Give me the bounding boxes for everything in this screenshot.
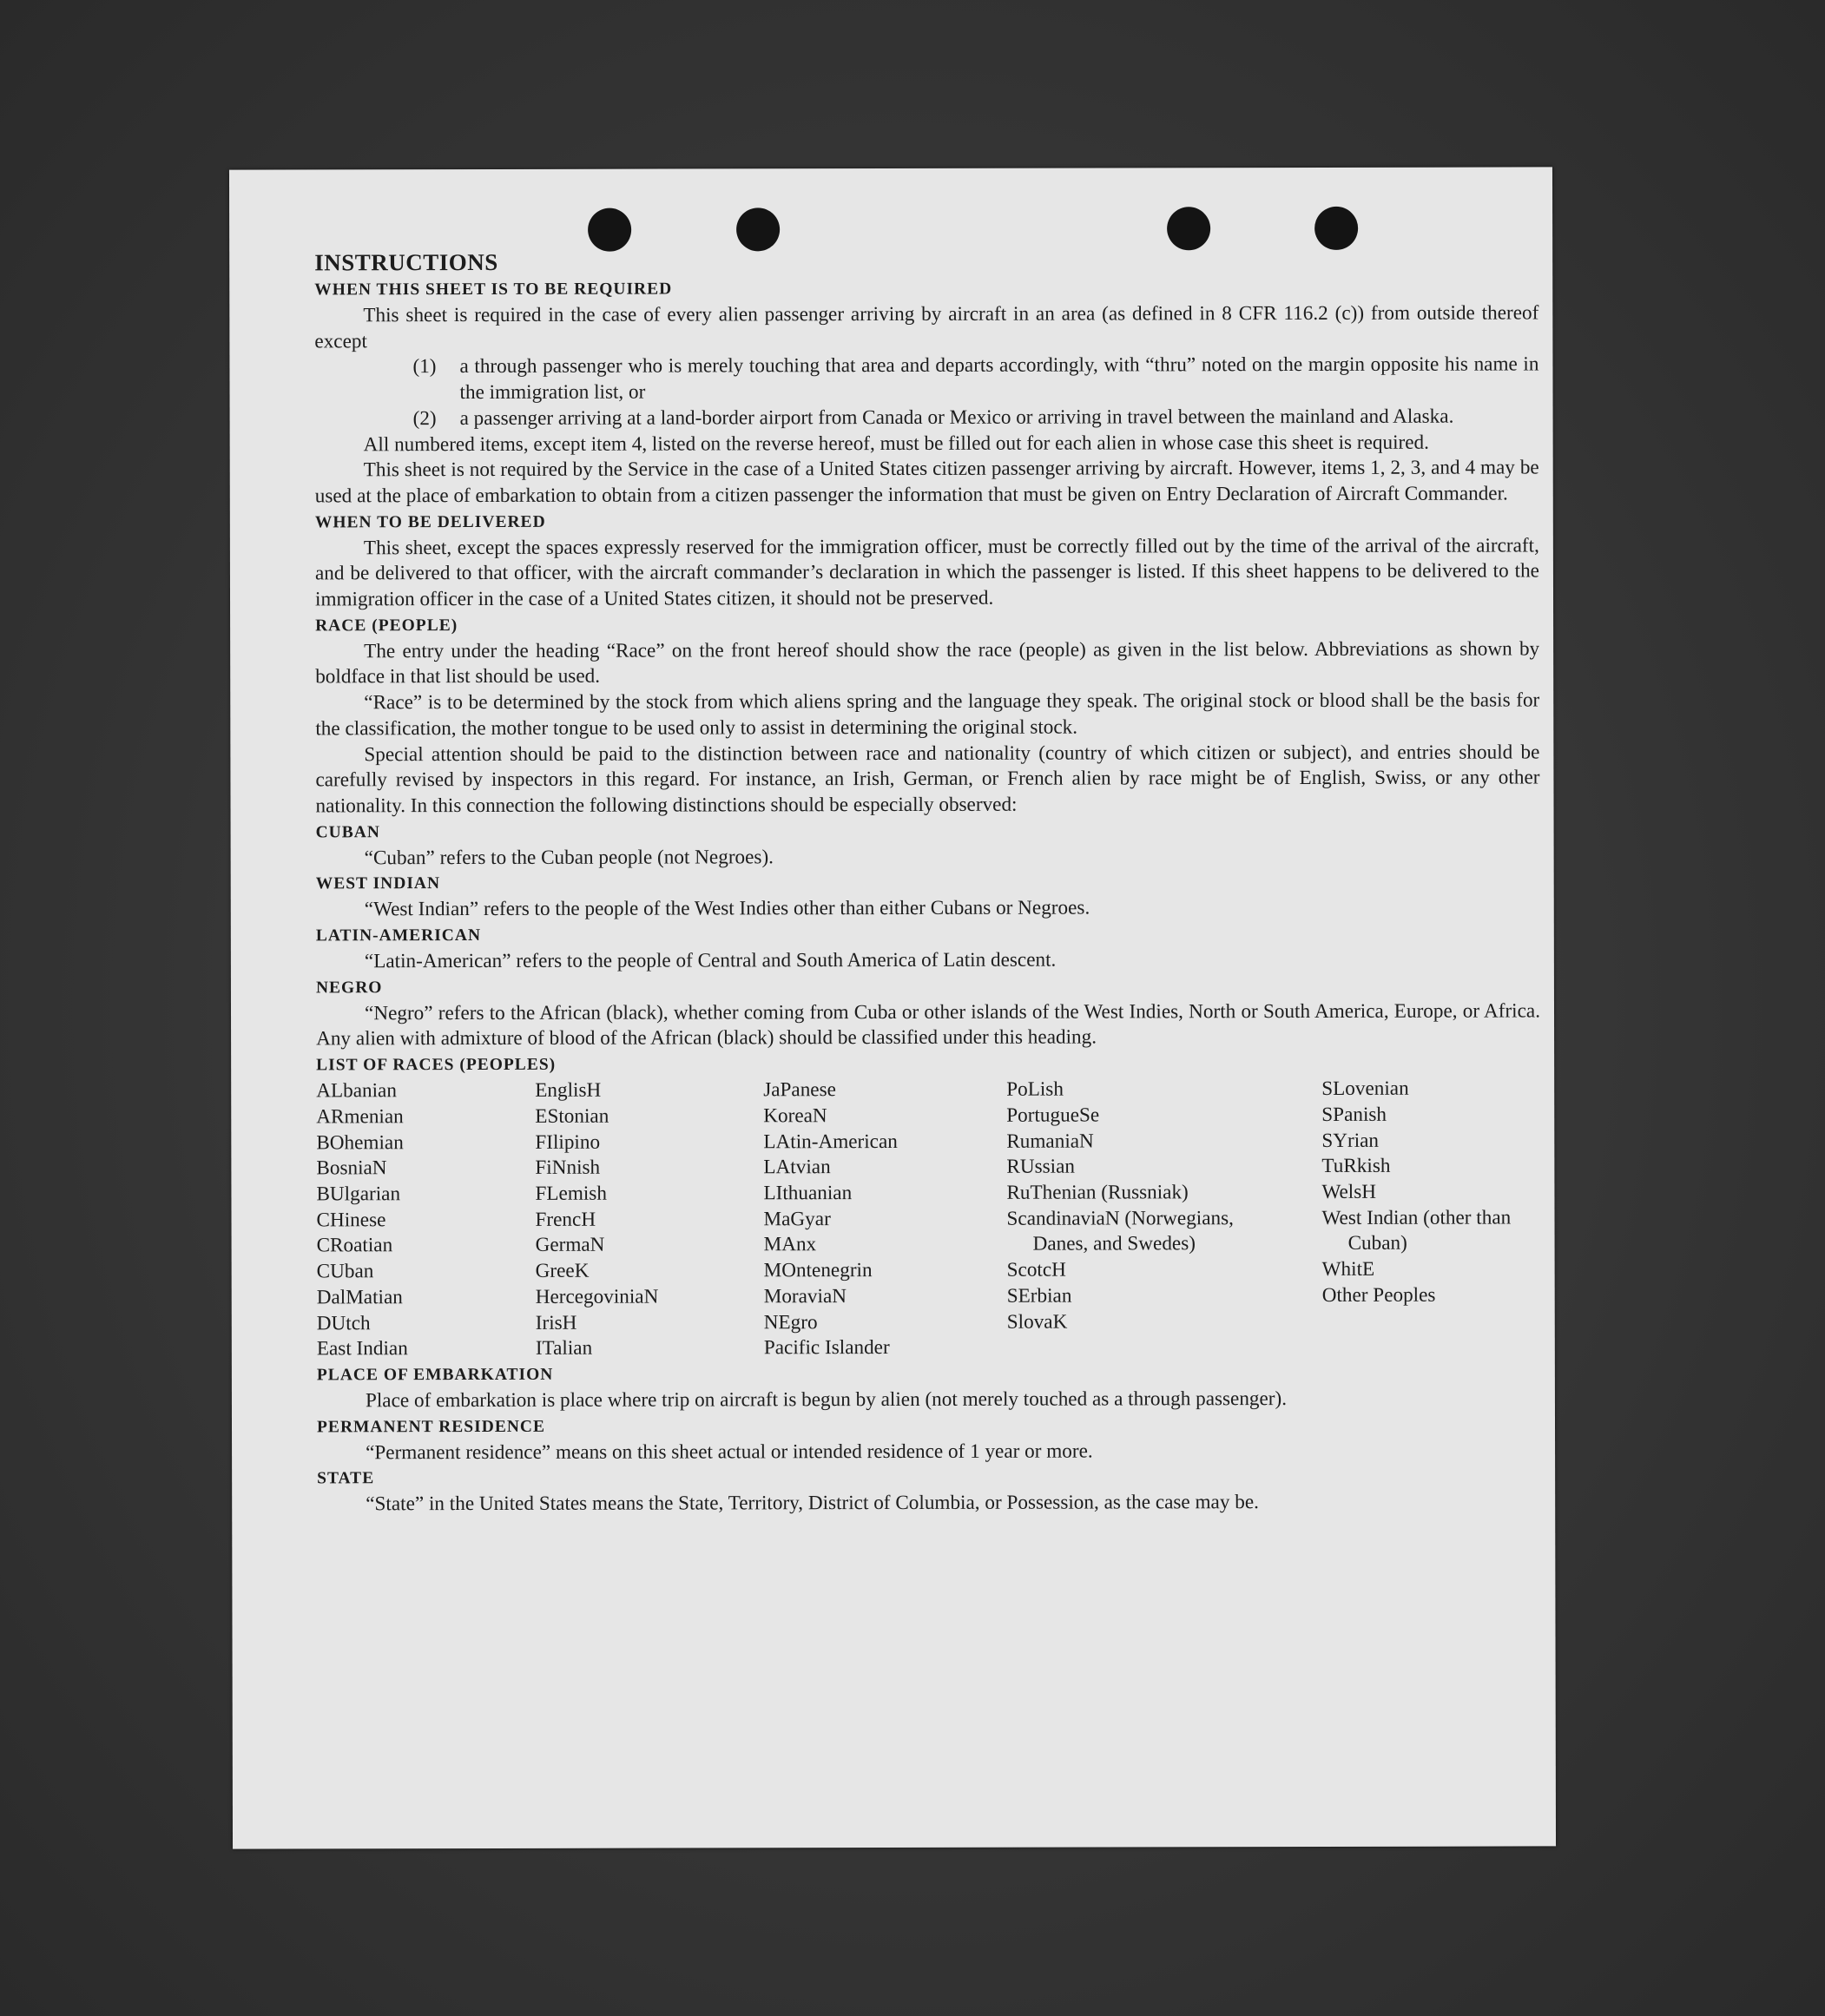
race-entry: CUban [316,1260,374,1283]
paragraph: “Negro” refers to the African (black), whether coming from Cuba or other islands of the West Indies, North or South America, Europe, or Africa. Any alien with admixture of blood of the African (black) should be classified under this heading. [316,999,1541,1051]
punch-hole [1167,207,1210,250]
race-column [1006,1077,1250,1360]
heading-west-indian: WEST INDIAN [315,874,441,893]
race-entry: CRoatian [316,1234,393,1257]
race-column [316,1078,536,1362]
race-entry: MOntenegrin [763,1259,873,1282]
race-entry: MoraviaN [763,1284,847,1308]
heading-list-of-races: LIST OF RACES (PEOPLES) [316,1055,557,1075]
race-entry: FLemish [535,1182,607,1205]
race-entry: RUssian [1006,1155,1076,1179]
race-entry: MaGyar [763,1207,831,1230]
race-entry: BosniaN [316,1156,387,1180]
race-entry: CHinese [316,1208,386,1232]
heading-permanent-residence: PERMANENT RESIDENCE [316,1417,546,1436]
race-entry: ScandinaviaN (Norwegians, Danes, and Swedes) [1006,1206,1234,1256]
race-entry: IrisH [535,1311,577,1334]
heading-embarkation: PLACE OF EMBARKATION [316,1365,554,1385]
race-column [535,1077,764,1361]
race-entry: ALbanian [316,1079,397,1103]
race-entry: ScotcH [1006,1258,1066,1281]
race-entry: SLovenian [1321,1077,1409,1101]
race-entry: DalMatian [316,1285,403,1309]
race-entry: GermaN [535,1234,605,1257]
paragraph: This sheet is not required by the Service in the case of a United States citizen passenger arriving by aircraft. However, items 1, 2, 3, and 4 may be used at the place of embarkation to obtain from a citizen passenger the information that must be given on Entry Declaration of Aircraft Commander. [314,456,1539,508]
paragraph: “State” in the United States means the State, Territory, District of Columbia, or Possession, as the case may be. [366,1491,1259,1516]
paragraph: The entry under the heading “Race” on the front hereof should show the race (people) as given in the list below. Abbreviations as shown by boldface in that list should be used. [315,637,1540,688]
race-entry: RuThenian (Russniak) [1006,1181,1189,1204]
race-entry: BUlgarian [316,1183,401,1206]
punch-hole [588,208,631,252]
race-entry: ARmenian [316,1105,404,1129]
race-entry: EnglisH [535,1078,602,1103]
heading-latin-american: LATIN-AMERICAN [315,926,482,945]
heading-cuban: CUBAN [315,822,380,842]
race-entry: DUtch [316,1311,371,1334]
race-entry: WelsH [1321,1180,1377,1203]
paragraph: This sheet is required in the case of every alien passenger arriving by aircraft in an area (as defined in 8 CFR 116.2 (c)) from outside thereof except [314,301,1539,353]
instructions-content [314,245,1541,1518]
race-entry: NEgro [763,1310,818,1334]
paragraph: This sheet, except the spaces expressly reserved for the immigration officer, must be correctly filled out by the time of the arrival of the aircraft, and be delivered to that officer, with the aircraft commander’s declaration in which the passenger is listed. If this sheet happens to be delivered to the immigration officer in the case of a United States citizen, it should not be preserved. [314,534,1539,611]
race-entry: FrencH [535,1208,596,1231]
paragraph: All numbered items, except item 4, listed on the reverse hereof, must be filled out for each alien in whose case this sheet is required. [363,431,1429,456]
race-entry: WhitE [1321,1257,1375,1281]
paragraph: Special attention should be paid to the distinction between race and nationality (country of which citizen or subject), and entries should be carefully revised by inspectors in this regard. For instance, an Irish, German, or French alien by race might be of English, Swiss, or any other nationality. In this connection the following distinctions should be especially observed: [315,740,1540,818]
item-text: a through passenger who is merely touching that area and departs accordingly, with “thru” noted on the margin opposite his name in the immigration list, or [459,352,1539,405]
race-entry: LAtin-American [763,1130,898,1153]
race-entry: PoLish [1006,1077,1064,1101]
heading-when-required: WHEN THIS SHEET IS TO BE REQUIRED [314,280,673,300]
race-column [1321,1077,1541,1360]
race-entry: ITalian [535,1336,593,1360]
race-entry: BOhemian [316,1130,404,1154]
race-entry: RumaniaN [1006,1130,1094,1153]
item-number: (1) [412,355,437,379]
paragraph: “Permanent residence” means on this sheet actual or intended residence of 1 year or more. [366,1440,1093,1464]
race-entry: SPanish [1321,1103,1387,1126]
document-sheet [229,167,1556,1848]
numbered-item [412,352,1538,406]
race-entry: PortugueSe [1006,1104,1100,1127]
race-entry: SlovaK [1006,1310,1068,1334]
paragraph: “Latin-American” refers to the people of Central and South America of Latin descent. [364,948,1057,973]
race-entry: SYrian [1321,1129,1380,1152]
race-entry: MAnx [763,1233,817,1256]
race-list [316,1077,1541,1363]
race-entry: HercegoviniaN [535,1285,659,1308]
race-entry: KoreaN [763,1104,827,1128]
race-entry: East Indian [316,1337,408,1360]
race-entry: West Indian (other than Cuban) [1321,1206,1512,1255]
heading-when-delivered: WHEN TO BE DELIVERED [314,512,546,532]
heading-state: STATE [317,1469,375,1488]
item-text: a passenger arriving at a land-border airport from Canada or Mexico or arriving in travel between the mainland and Alaska. [459,405,1454,430]
punch-hole [1314,207,1358,250]
race-column [763,1077,1007,1361]
race-entry: GreeK [535,1259,590,1282]
race-entry: LIthuanian [763,1182,853,1205]
paragraph: “Race” is to be determined by the stock from which aliens spring and the language they speak. The original stock or blood shall be the basis for the classification, the mother tongue to be used only to assist in determining the original stock. [315,688,1540,741]
heading-negro: NEGRO [315,978,383,998]
numbered-item [413,404,1539,432]
race-entry: SErbian [1006,1284,1072,1308]
race-entry: JaPanese [763,1078,836,1102]
paragraph: “West Indian” refers to the people of the West Indies other than either Cubans or Negroes. [364,896,1090,921]
race-entry: FiNnish [535,1156,601,1180]
race-entry: EStonian [535,1104,609,1128]
race-entry: Other Peoples [1321,1283,1436,1307]
document-title: INSTRUCTIONS [314,248,498,276]
race-entry: Pacific Islander [763,1336,890,1360]
punch-hole [736,208,780,251]
paragraph: Place of embarkation is place where trip on aircraft is begun by alien (not merely touched as a through passenger). [365,1387,1288,1413]
paragraph: “Cuban” refers to the Cuban people (not Negroes). [364,845,774,869]
race-entry: LAtvian [763,1156,831,1179]
item-number: (2) [412,406,437,430]
race-entry: FIlipino [535,1130,601,1154]
heading-race: RACE (PEOPLE) [315,616,458,636]
race-entry: TuRkish [1321,1155,1391,1178]
